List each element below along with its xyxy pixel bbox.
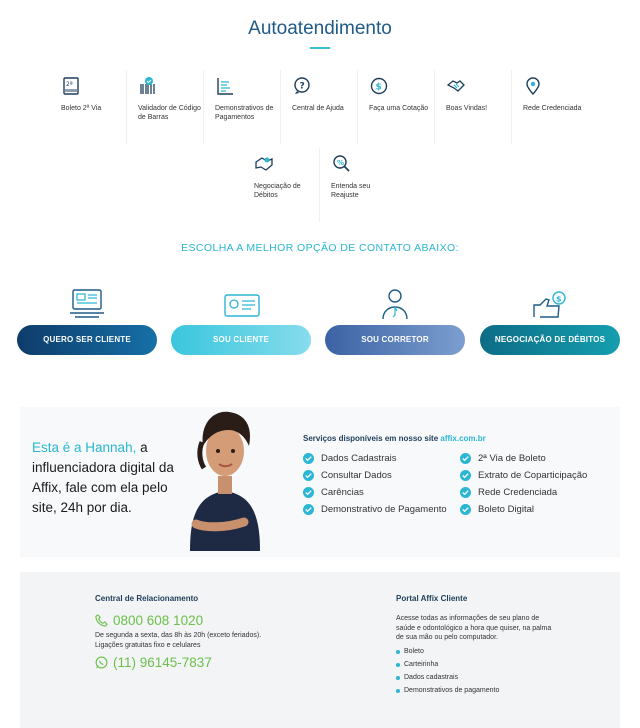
service-label: Negociação de Débitos — [254, 183, 301, 199]
service-check-label: Dados Cadastrais — [321, 453, 397, 464]
service-check-label: Carências — [321, 487, 364, 498]
hand-money-icon — [530, 287, 570, 321]
whatsapp-text: (11) 96145-7837 — [113, 655, 212, 670]
barcode-check-icon — [138, 76, 158, 96]
handshake-icon — [446, 76, 466, 96]
check-circle-icon — [460, 470, 471, 481]
service-boleto[interactable] — [55, 70, 127, 144]
central-heading: Central de Relacionamento — [95, 594, 199, 603]
service-label: Demonstrativos de Pagamentos — [215, 105, 274, 121]
service-label: Boas Vindas! — [446, 105, 488, 112]
magnifier-percent-icon — [331, 154, 351, 174]
portal-heading: Portal Affix Cliente — [396, 594, 468, 603]
check-circle-icon — [303, 504, 314, 515]
portal-item-label: Boleto — [404, 648, 424, 655]
contact-heading: ESCOLHA A MELHOR OPÇÃO DE CONTATO ABAIXO: — [181, 242, 459, 254]
services-title — [303, 434, 486, 443]
service-boas-vindas[interactable] — [440, 70, 512, 144]
service-check-label: 2ª Via de Boleto — [478, 453, 546, 464]
check-circle-icon — [303, 470, 314, 481]
service-demonstrativos[interactable] — [209, 70, 281, 144]
bullet-dot — [396, 689, 400, 693]
negotiation-icon — [254, 154, 274, 174]
portal-list-item — [396, 674, 458, 681]
check-circle-icon — [303, 453, 314, 464]
svg-text:$: $ — [375, 82, 382, 93]
check-circle-icon — [460, 504, 471, 515]
bullet-dot — [396, 650, 400, 654]
service-label: Faça uma Cotação — [369, 105, 429, 112]
broker-person-icon — [375, 287, 415, 321]
quote-calc-icon — [369, 76, 389, 96]
barcode-bill-icon — [61, 76, 81, 96]
check-circle-icon — [460, 453, 471, 464]
svg-text:%: % — [337, 159, 345, 167]
portal-item-label: Dados cadastrais — [404, 674, 459, 681]
service-check-label: Consultar Dados — [321, 470, 392, 481]
services-title-text: Serviços disponíveis em nosso site — [303, 434, 441, 443]
check-circle-icon — [460, 487, 471, 498]
svg-text:$: $ — [556, 294, 562, 304]
bullet-dot — [396, 663, 400, 667]
hannah-name: Esta é a Hannah, — [32, 440, 137, 455]
svg-text:2ª: 2ª — [66, 81, 73, 88]
service-label: Entenda seu Reajuste — [331, 183, 371, 199]
check-circle-icon — [303, 487, 314, 498]
service-label: Boleto 2ª Via — [61, 105, 102, 112]
phone-icon — [95, 614, 108, 627]
service-negociacao[interactable] — [248, 148, 320, 222]
portal-list-item — [396, 661, 438, 668]
service-cotacao[interactable] — [363, 70, 435, 144]
whatsapp-icon — [95, 656, 108, 669]
page-title: Autoatendimento — [248, 18, 392, 39]
hannah-avatar — [180, 396, 270, 551]
portal-description: Acesse todas as informações de seu plano de saúde e odontológico a hora que quiser, na palma de sua mão ou pelo computador. — [396, 615, 552, 641]
service-check-label: Demonstrativo de Pagamento — [321, 504, 447, 515]
quero-ser-cliente-button[interactable]: QUERO SER CLIENTE — [17, 325, 157, 355]
computer-form-icon — [67, 287, 107, 321]
sou-cliente-button[interactable]: SOU CLIENTE — [171, 325, 311, 355]
negociacao-debitos-button[interactable]: NEGOCIAÇÃO DE DÉBITOS — [480, 325, 620, 355]
service-check-label: Boleto Digital — [478, 504, 534, 515]
hannah-intro — [32, 438, 180, 518]
bullet-dot — [396, 676, 400, 680]
phone-text: 0800 608 1020 — [113, 613, 204, 628]
portal-item-label: Demonstrativos de pagamento — [404, 687, 500, 694]
central-hours: De segunda a sexta, das 8h às 20h (exceto feriados). Ligações gratuitas fixo e celulares — [95, 632, 262, 649]
service-label: Validador de Código de Barras — [138, 105, 201, 121]
service-label: Rede Credenciada — [523, 105, 582, 112]
site-link[interactable]: affix.com.br — [440, 434, 486, 443]
report-list-icon — [215, 76, 235, 96]
service-label: Central de Ajuda — [292, 105, 344, 112]
hannah-description: a influenciadora digital da Affix, fale com ela pelo site, 24h por dia. — [32, 440, 174, 515]
service-validador[interactable] — [132, 70, 204, 144]
portal-list-item — [396, 648, 424, 655]
title-underline — [310, 47, 330, 49]
sou-corretor-button[interactable]: SOU CORRETOR — [325, 325, 465, 355]
service-central-ajuda[interactable] — [286, 70, 358, 144]
portal-item-label: Carteirinha — [404, 661, 439, 668]
portal-list-item — [396, 687, 499, 694]
id-card-icon — [221, 287, 261, 321]
svg-text:?: ? — [299, 81, 305, 92]
map-pin-icon — [523, 76, 543, 96]
service-check-label: Extrato de Coparticipação — [478, 470, 588, 481]
service-check-label: Rede Credenciada — [478, 487, 558, 498]
service-rede-credenciada[interactable] — [517, 70, 589, 144]
service-reajuste[interactable] — [325, 148, 397, 222]
help-chat-icon — [292, 76, 312, 96]
